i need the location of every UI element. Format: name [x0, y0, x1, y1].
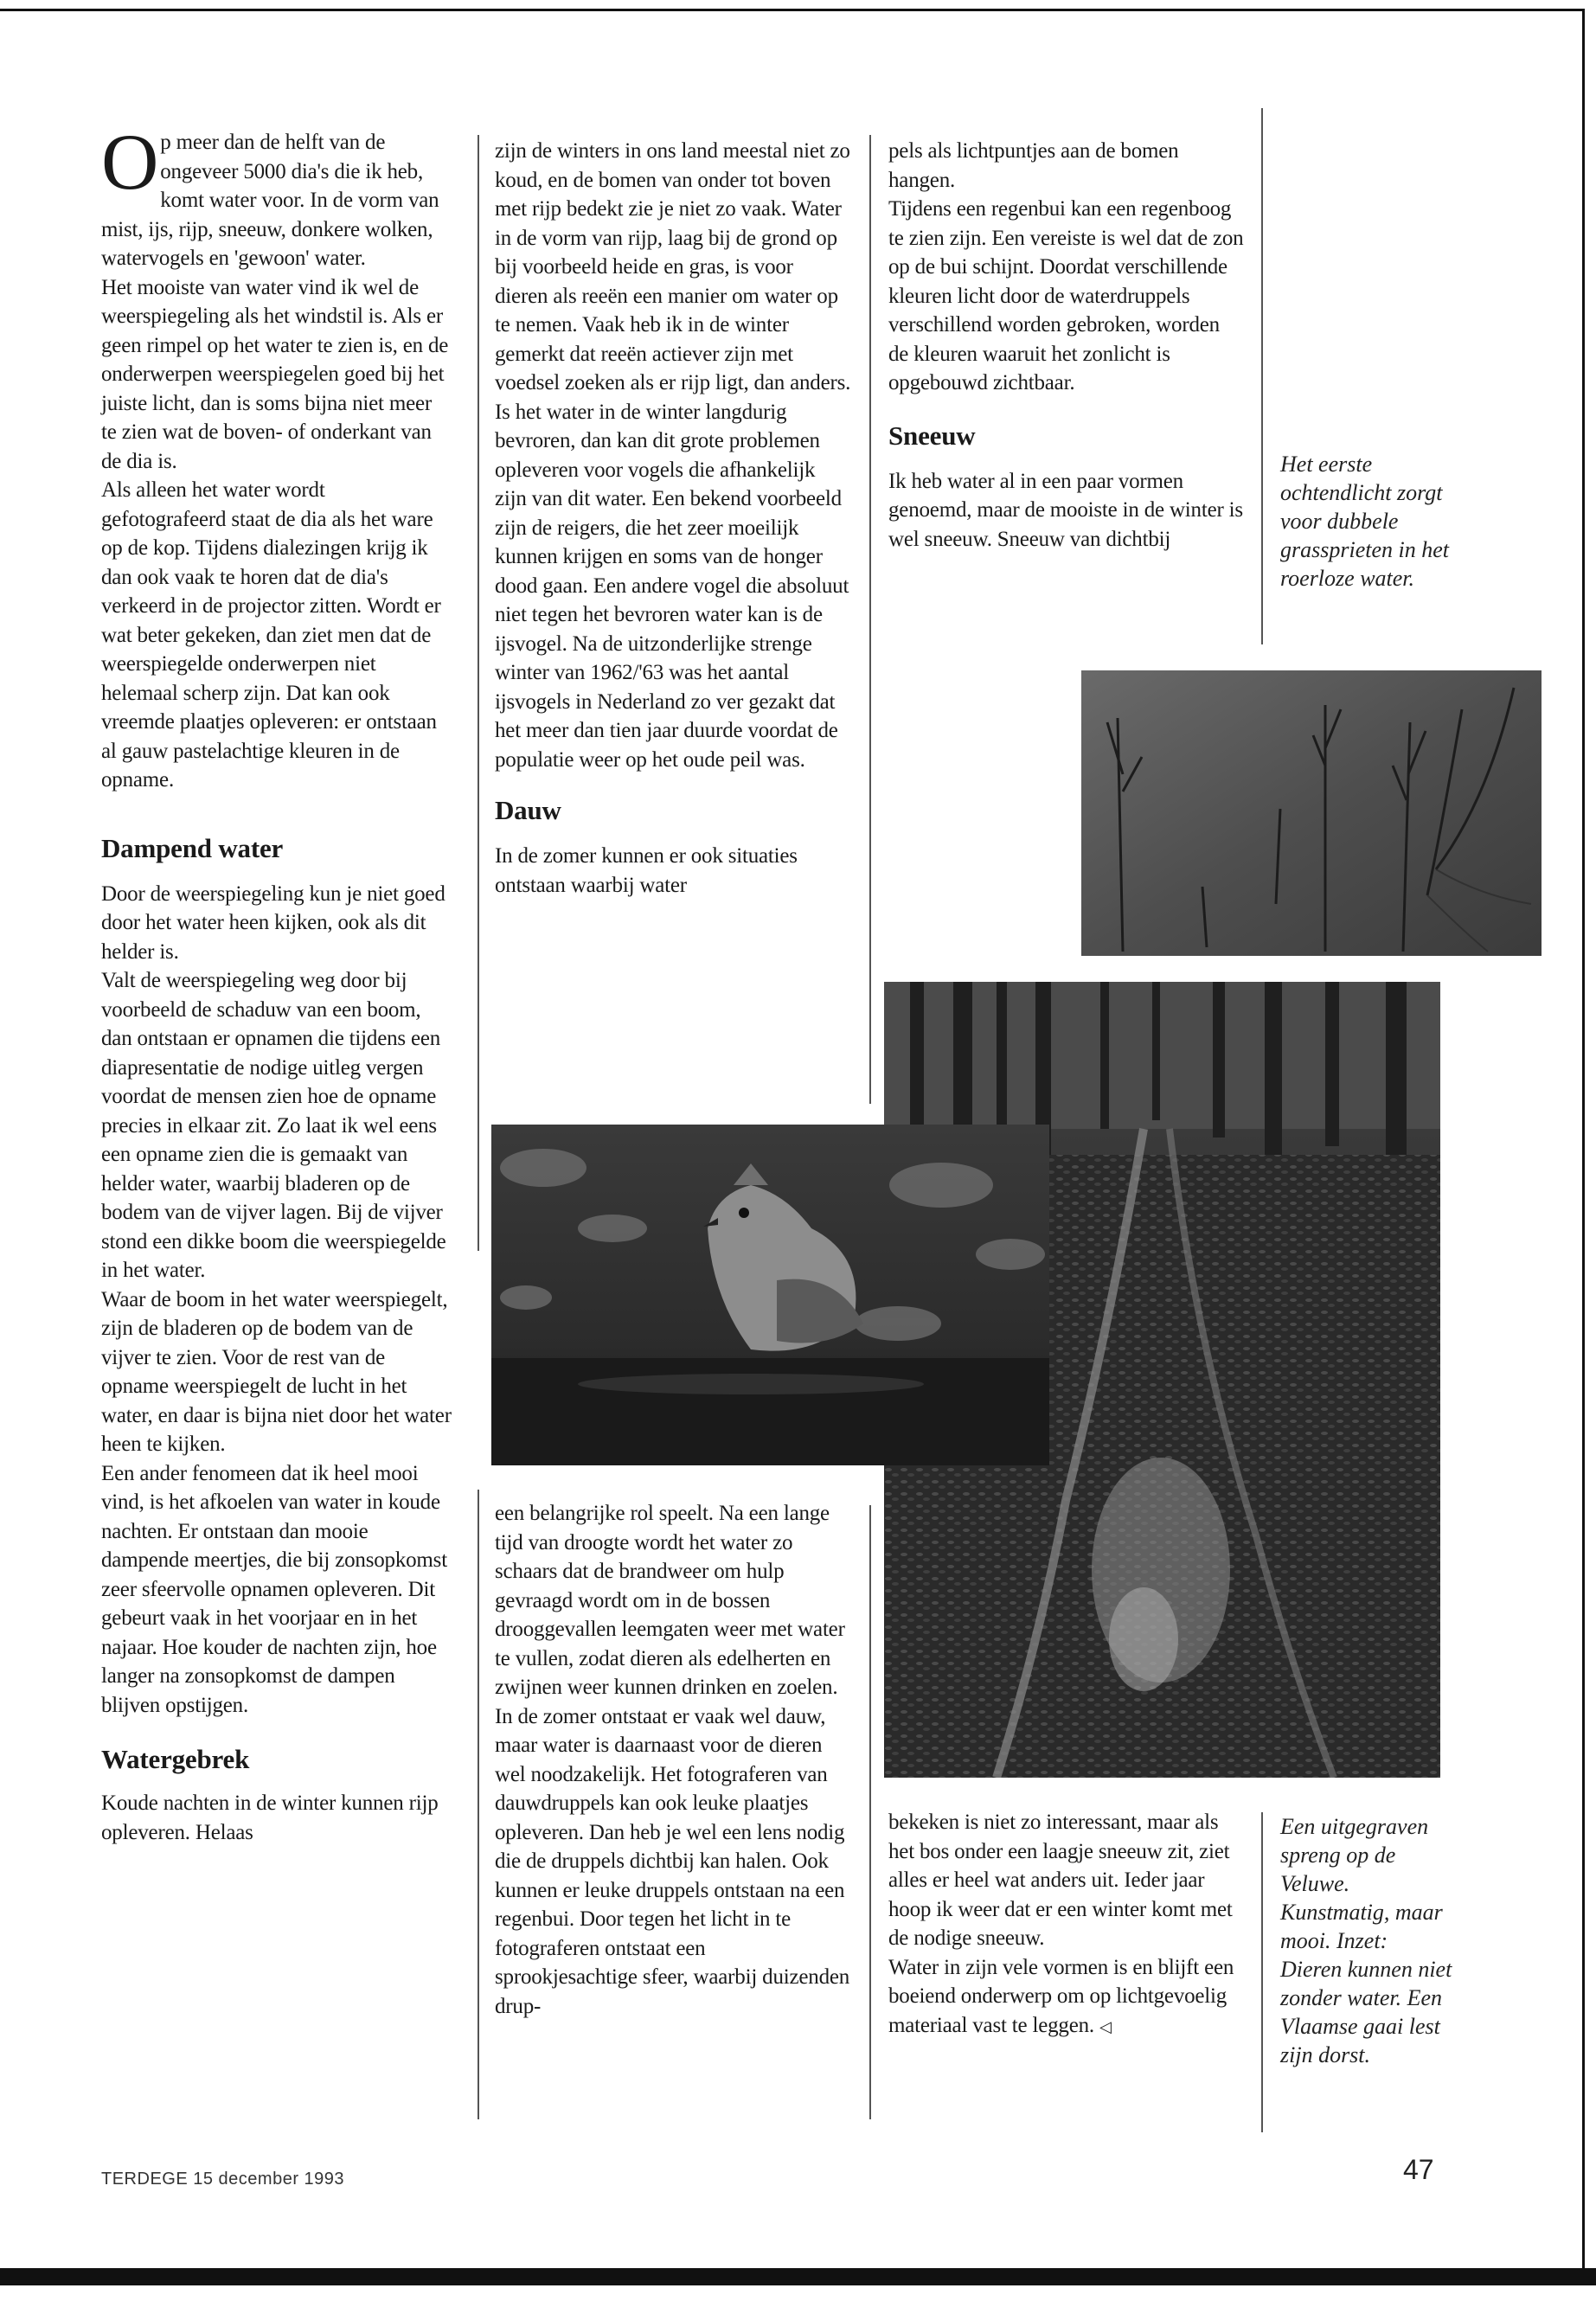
- article-column-2-top: [495, 137, 851, 900]
- column-rule: [1261, 108, 1263, 644]
- paragraph: pels als lichtpuntjes aan de bomen hangen.: [888, 139, 1179, 192]
- photo-caption-reeds: Het eerste ochtendlicht zorgt voor dubbele grassprieten in het roerloze water.: [1280, 452, 1449, 591]
- photo-reeds-reflection: [1081, 670, 1542, 956]
- paragraph: Koude nachten in de winter kunnen rijp opleveren. Helaas: [101, 1791, 439, 1844]
- article-column-2-bottom: [495, 1499, 851, 2021]
- paragraph: Tijdens een regenbui kan een regenboog te zien zijn. Een vereiste is wel dat de zon op de bui schijnt. Doordat verschillende kleuren licht door de waterdruppels verschillend worden gebroken, worden de kleuren waaruit het zonlicht is opgebouwd zichtbaar.: [888, 197, 1244, 394]
- section-heading-watergebrek: Watergebrek: [101, 1744, 250, 1774]
- page-border-top: [0, 9, 1585, 11]
- section-heading-sneeuw: Sneeuw: [888, 420, 976, 451]
- paragraph: Door de weerspiegeling kun je niet goed door het water heen kijken, ook als dit helder is.: [101, 881, 445, 964]
- page-number: 47: [1403, 2154, 1434, 2185]
- column-rule: [478, 1490, 479, 2119]
- paragraph: In de zomer kunnen er ook situaties ontstaan waarbij water: [495, 844, 798, 897]
- page-border-bottom: [0, 2268, 1596, 2285]
- paragraph: Valt de weerspiegeling weg door bij voorbeeld de schaduw van een boom, dan ontstaan er opnamen die tijdens een diapresentatie de nodige uitleg vergen voordat de mensen zien hoe de opname precies in elkaar zit. Zo laat ik wel eens een opname zien die is gemaakt van helder water, waarbij bladeren op de bodem van de vijver lagen. Bij de vijver stond een dikke boom die weerspiegelde in het water.: [101, 969, 446, 1282]
- paragraph: bekeken is niet zo interessant, maar als het bos onder een laagje sneeuw zit, ziet alles er heel wat anders uit. Ieder jaar hoop ik weer dat er een winter komt met de nodige sneeuw.: [888, 1811, 1233, 1950]
- paragraph: Ik heb water al in een paar vormen genoemd, maar de mooiste in de winter is wel sneeuw. Sneeuw van dichtbij: [888, 469, 1243, 551]
- paragraph: Is het water in de winter langdurig bevroren, dan kan dit grote problemen opleveren voor vogels die afhankelijk zijn van dit water. Een bekend voorbeeld zijn de reigers, die het zeer moeilijk kunnen krijgen en soms van de honger dood gaan. Een andere vogel die absoluut niet tegen het bevroren water kan is de ijsvogel. Na de uitzonderlijke strenge winter van 1962/'63 was het aantal ijsvogels in Nederland zo ver gezakt dat het meer dan tien jaar duurde voordat de populatie weer op het oude peil was.: [495, 400, 849, 772]
- column-rule: [869, 135, 871, 1104]
- paragraph: Op meer dan de helft van de ongeveer 5000 dia's die ik heb, komt water voor. In de vorm van mist, ijs, rijp, sneeuw, donkere wolken, watervogels en 'gewoon' water.: [101, 118, 439, 270]
- section-heading-dauw: Dauw: [495, 795, 561, 825]
- page-border-right: [1582, 9, 1585, 2275]
- paragraph: Als alleen het water wordt gefotografeerd staat de dia als het ware op de kop. Tijdens dialezingen krijg ik dan ook vaak te horen dat de dia's verkeerd in de projector zitten. Wordt er wat beter gekeken, dan ziet men dat de weerspiegelde onderwerpen niet helemaal scherp zijn. Dat kan ook vreemde plaatjes opleveren: er ontstaan al gauw pastelachtige kleuren in de opname.: [101, 478, 441, 792]
- end-mark-icon: ◁: [1099, 2017, 1112, 2035]
- paragraph: Een ander fenomeen dat ik heel mooi vind, is het afkoelen van water in koude nachten. Er ontstaan dan mooie dampende meertjes, die bij zonsopkomst zeer sfeervolle opnamen opleveren. Dit gebeurt vaak in het voorjaar en in het najaar. Hoe kouder de nachten zijn, hoe langer na zonsopkomst de dampen blijven opstijgen.: [101, 1461, 447, 1717]
- paragraph: zijn de winters in ons land meestal niet zo koud, en de bomen van onder tot boven met rijp bedekt zie je niet zo vaak. Water in de vorm van rijp, laag bij de grond op bij voorbeeld heide en gras, is voor dieren als reeën een manier om water op te nemen. Vaak heb ik in de winter gemerkt dat reeën actiever zijn met voedsel zoeken als er rijp ligt, dan anders.: [495, 139, 851, 394]
- column-rule: [478, 135, 479, 1251]
- paragraph: In de zomer ontstaat er vaak wel dauw, maar water is daarnaast voor de dieren wel noodzakelijk. Het fotograferen van dauwdruppels kan ook leuke plaatjes opleveren. Dan heb je wel een lens nodig die de druppels dichtbij kan halen. Ook kunnen er leuke druppels ontstaan na een regenbui. Door tegen het licht in te fotograferen ontstaat een sprookjesachtige sfeer, waarbij duizenden drup-: [495, 1704, 850, 2018]
- section-heading-dampend-water: Dampend water: [101, 832, 284, 863]
- article-column-1: [101, 118, 452, 1847]
- paragraph: een belangrijke rol speelt. Na een lange tijd van droogte wordt het water zo schaars dat de brandweer om hulp gevraagd wordt om in de bossen drooggevallen leemgaten weer met water te vullen, zodat dieren als edelherten en zwijnen weer kunnen drinken en zoelen.: [495, 1502, 845, 1699]
- article-column-3-bottom: [888, 1808, 1245, 2041]
- publication-footer: TERDEGE 15 december 1993: [101, 2170, 345, 2189]
- column-rule: [1261, 1812, 1263, 2132]
- paragraph: Het mooiste van water vind ik wel de weerspiegeling als het windstil is. Als er geen rimpel op het water te zien is, en de onderwerpen weerspiegelen goed bij het juiste licht, dan is soms bijna niet meer te zien wat de boven- of onderkant van de dia is.: [101, 275, 449, 473]
- drop-cap: O: [101, 118, 159, 206]
- photo-caption-forest: Een uitgegraven spreng op de Veluwe. Kunstmatig, maar mooi. Inzet: Dieren kunnen niet zonder water. Een Vlaamse gaai lest zijn dorst.: [1280, 1814, 1452, 2067]
- column-rule: [869, 1505, 871, 2119]
- photo-jay-drinking: [491, 1125, 1049, 1465]
- paragraph: Water in zijn vele vormen is en blijft een boeiend onderwerp om op lichtgevoelig materiaal vast te leggen. ◁: [888, 1955, 1234, 2037]
- article-column-3-top: [888, 137, 1245, 554]
- paragraph: Waar de boom in het water weerspiegelt, zijn de bladeren op de bodem van de vijver te zien. Voor de rest van de opname weerspiegelt de lucht in het water, en daar is bijna niet door het water heen te kijken.: [101, 1287, 452, 1456]
